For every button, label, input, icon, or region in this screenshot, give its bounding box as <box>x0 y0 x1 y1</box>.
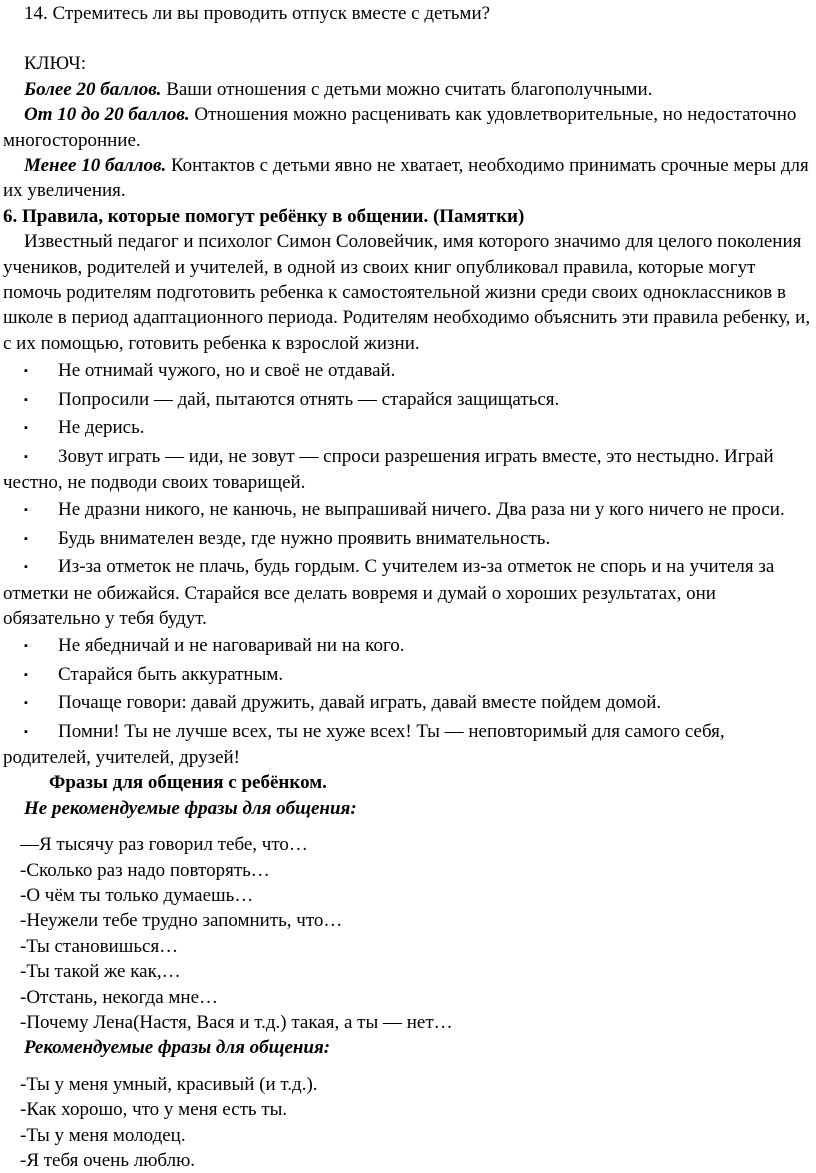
section-intro: Известный педагог и психолог Симон Соловейчик, имя которого значимо для целого поколения учеников, родителей и учителей, в одной из своих книг опубликовал правила, которые могут помочь родителям подготовить ребенка к самостоятельной жизни среди своих одноклассников в школе в период адаптационного периода. Родителям необходимо объяснить эти правила ребенку, и, с их помощью, готовить ребенка к взрослой жизни. <box>3 231 811 354</box>
key-text: Ваши отношения с детьми можно считать благополучными. <box>161 78 653 100</box>
rule-item <box>3 444 812 496</box>
phrase-item: -Сколько раз надо повторять… <box>20 859 270 881</box>
question-14: 14. Стремитесь ли вы проводить отпуск вместе с детьми? <box>24 3 491 24</box>
phrase-item: -Я тебя очень люблю. <box>20 1150 196 1172</box>
bullet-icon: ▪ <box>24 725 28 738</box>
rule-text: Помни! Ты не лучше всех, ты не хуже всех! Ты — неповторимый для самого себя, родителей, учителей, друзей! <box>3 720 725 768</box>
rule-text: Зовут играть — иди, не зовут — спроси разрешения играть вместе, это нестыдно. Играй честно, не подводи своих товарищей. <box>3 445 774 493</box>
key-item <box>3 77 812 102</box>
rule-item <box>3 497 812 523</box>
rule-item <box>3 633 812 659</box>
bullet-icon: ▪ <box>24 561 28 574</box>
bullet-icon: ▪ <box>24 668 28 681</box>
key-item <box>3 102 812 153</box>
key-item <box>3 153 812 204</box>
rule-text: Не отнимай чужого, но и своё не отдавай. <box>58 360 396 382</box>
recommended-title: Рекомендуемые фразы для общения: <box>24 1037 331 1059</box>
rule-item <box>3 415 812 441</box>
rule-item <box>3 662 812 688</box>
rule-item <box>3 719 812 771</box>
bullet-icon: ▪ <box>24 393 28 406</box>
rule-item <box>3 554 812 631</box>
bullet-icon: ▪ <box>24 532 28 545</box>
rule-text: Из-за отметок не плачь, будь гордым. С учителем из-за отметок не спорь и на учителя за отметки не обижайся. Старайся все делать вовремя и думай о хороших результатах, они обязательно у тебя будут. <box>3 556 775 629</box>
bullet-icon: ▪ <box>24 697 28 710</box>
key-score: Более 20 баллов. <box>24 78 162 100</box>
bullet-icon: ▪ <box>24 450 28 463</box>
phrase-item: -Ты такой же как,… <box>20 961 181 983</box>
rule-text: Попросили — дай, пытаются отнять — старайся защищаться. <box>58 388 560 410</box>
section-heading: 6. Правила, которые помогут ребёнку в общении. (Памятки) <box>3 205 525 227</box>
phrase-item: -Ты у меня молодец. <box>20 1124 186 1146</box>
phrase-item: -Ты у меня умный, красивый (и т.д.). <box>20 1073 318 1095</box>
rule-text: Не дерись. <box>58 417 145 439</box>
bullet-icon: ▪ <box>24 365 28 378</box>
key-text: Отношения можно расценивать как удовлетворительные, но недостаточно многосторонние. <box>3 104 797 151</box>
not-recommended-list <box>3 832 812 1035</box>
rule-item <box>3 358 812 384</box>
phrase-item: -Ты становишься… <box>20 935 179 957</box>
key-score: Менее 10 баллов. <box>24 155 167 177</box>
phrase-item: -Отстань, некогда мне… <box>20 986 219 1008</box>
rule-text: Старайся быть аккуратным. <box>58 663 284 685</box>
recommended-list <box>3 1072 812 1173</box>
bullet-icon: ▪ <box>24 504 28 517</box>
rule-item <box>3 690 812 716</box>
phrase-item: -Как хорошо, что у меня есть ты. <box>20 1099 288 1121</box>
rule-text: Почаще говори: давай дружить, давай играть, давай вместе пойдем домой. <box>58 692 662 714</box>
phrase-item: -Почему Лена(Настя, Вася и т.д.) такая, а ты — нет… <box>20 1012 453 1034</box>
key-score: От 10 до 20 баллов. <box>24 104 190 126</box>
bullet-icon: ▪ <box>24 640 28 653</box>
not-recommended-title: Не рекомендуемые фразы для общения: <box>24 797 357 819</box>
phrase-item: -Неужели тебе трудно запомнить, что… <box>20 910 343 932</box>
rules-list <box>3 358 812 770</box>
key-text: Контактов с детьми явно не хватает, необходимо принимать срочные меры для их увеличения. <box>3 155 809 202</box>
phrase-item: —Я тысячу раз говорил тебе, что… <box>20 834 308 856</box>
phrases-title: Фразы для общения с ребёнком. <box>49 772 327 794</box>
rule-text: Будь внимателен везде, где нужно проявить внимательность. <box>58 527 551 549</box>
rule-item <box>3 387 812 413</box>
rule-item <box>3 526 812 552</box>
rule-text: Не дразни никого, не канючь, не выпрашивай ничего. Два раза ни у кого ничего не проси. <box>58 499 785 521</box>
bullet-icon: ▪ <box>24 422 28 435</box>
key-label: КЛЮЧ: <box>24 53 86 75</box>
phrase-item: -О чём ты только думаешь… <box>20 885 254 906</box>
rule-text: Не ябедничай и не наговаривай ни на кого. <box>58 635 405 657</box>
